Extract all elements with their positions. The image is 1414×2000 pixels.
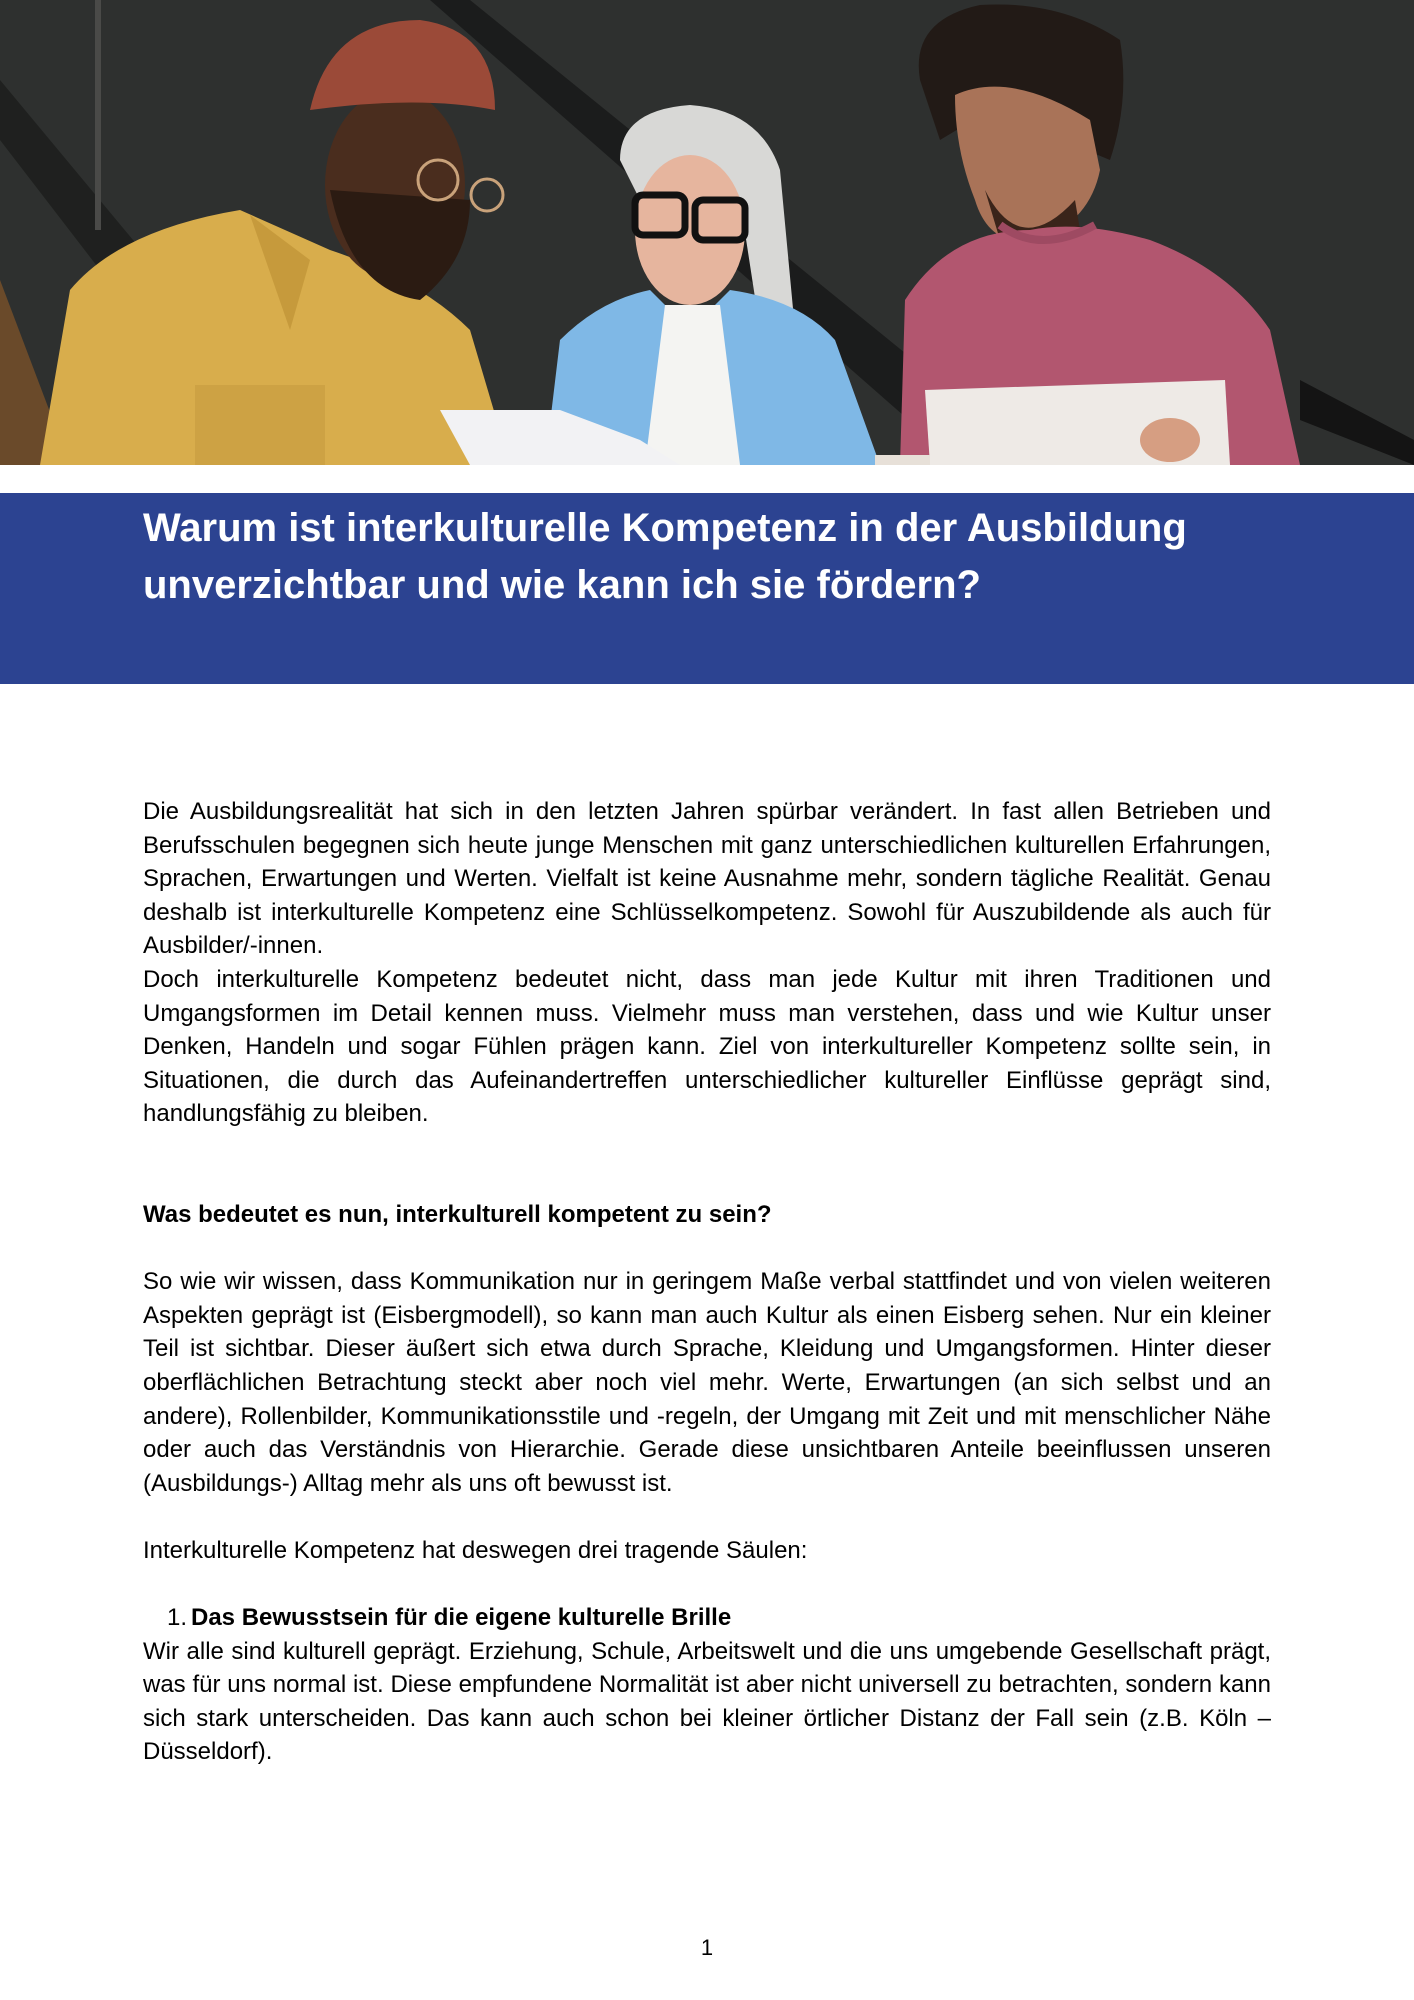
- pillar-title: Das Bewusstsein für die eigene kulturelle Brille: [191, 1604, 732, 1632]
- spacer: [143, 1131, 1271, 1198]
- section-heading: Was bedeutet es nun, interkulturell kompetent zu sein?: [143, 1200, 772, 1228]
- intro-paragraph-1: Die Ausbildungsrealität hat sich in den letzten Jahren spürbar verändert. In fast allen Betrieben und Berufsschulen begegnen sich heute junge Menschen mit ganz unterschiedlichen kulturellen Erfahrungen, Sprachen, Erwartungen und Werten. Vielfalt ist keine Ausnahme mehr, sondern tägliche Realität. Genau deshalb ist interkulturelle Kompetenz eine Schlüsselkompetenz. Sowohl für Auszubildende als auch für Ausbilder/-innen.: [143, 798, 1271, 960]
- spacer: [143, 1500, 1271, 1534]
- spacer: [143, 1567, 1271, 1601]
- pillar-list-item: [143, 1601, 1271, 1635]
- section-paragraph: So wie wir wissen, dass Kommunikation nur in geringem Maße verbal stattfindet und von vielen weiteren Aspekten geprägt ist (Eisbergmodell), so kann man auch Kultur als einen Eisberg sehen. Nur ein kleiner Teil ist sichtbar. Dieser äußert sich etwa durch Sprache, Kleidung und Umgangsformen. Hinter dieser oberflächlichen Betrachtung steckt aber noch viel mehr. Werte, Erwartungen (an sich selbst und an andere), Rollenbilder, Kommunikationsstile und -regeln, der Umgang mit Zeit und mit menschlicher Nähe oder auch das Verständnis von Hierarchie. Gerade diese unsichtbaren Anteile beeinflussen unseren (Ausbildungs-) Alltag mehr als uns oft bewusst ist.: [143, 1268, 1271, 1497]
- page-number: 1: [700, 1935, 714, 1960]
- page-title: Warum ist interkulturelle Kompetenz in der Ausbildung unverzichtbar und wie kann ich sie fördern?: [143, 506, 1187, 607]
- list-number: 1.: [167, 1604, 188, 1632]
- article-body: [143, 795, 1271, 1769]
- spacer: [143, 1232, 1271, 1266]
- title-banner: [0, 493, 1414, 684]
- hero-illustration: [0, 0, 1414, 465]
- intro-paragraph-2: Doch interkulturelle Kompetenz bedeutet nicht, dass man jede Kultur mit ihren Traditionen und Umgangsformen im Detail kennen muss. Vielmehr muss man verstehen, dass und wie Kultur unser Denken, Handeln und sogar Fühlen prägen kann. Ziel von interkultureller Kompetenz sollte sein, in Situationen, die durch das Aufeinandertreffen unterschiedlicher kultureller Einflüsse geprägt sind, handlungsfähig zu bleiben.: [143, 965, 1271, 1128]
- pillars-intro: Interkulturelle Kompetenz hat deswegen drei tragende Säulen:: [143, 1536, 808, 1564]
- pillar-text: Wir alle sind kulturell geprägt. Erziehung, Schule, Arbeitswelt und die uns umgebende Gesellschaft prägt, was für uns normal ist. Diese empfundene Normalität ist aber nicht universell zu betrachten, sondern kann sich stark unterscheiden. Das kann auch schon bei kleiner örtlicher Distanz der Fall sein (z.B. Köln – Düsseldorf).: [143, 1637, 1271, 1766]
- hero-photo: [0, 0, 1414, 465]
